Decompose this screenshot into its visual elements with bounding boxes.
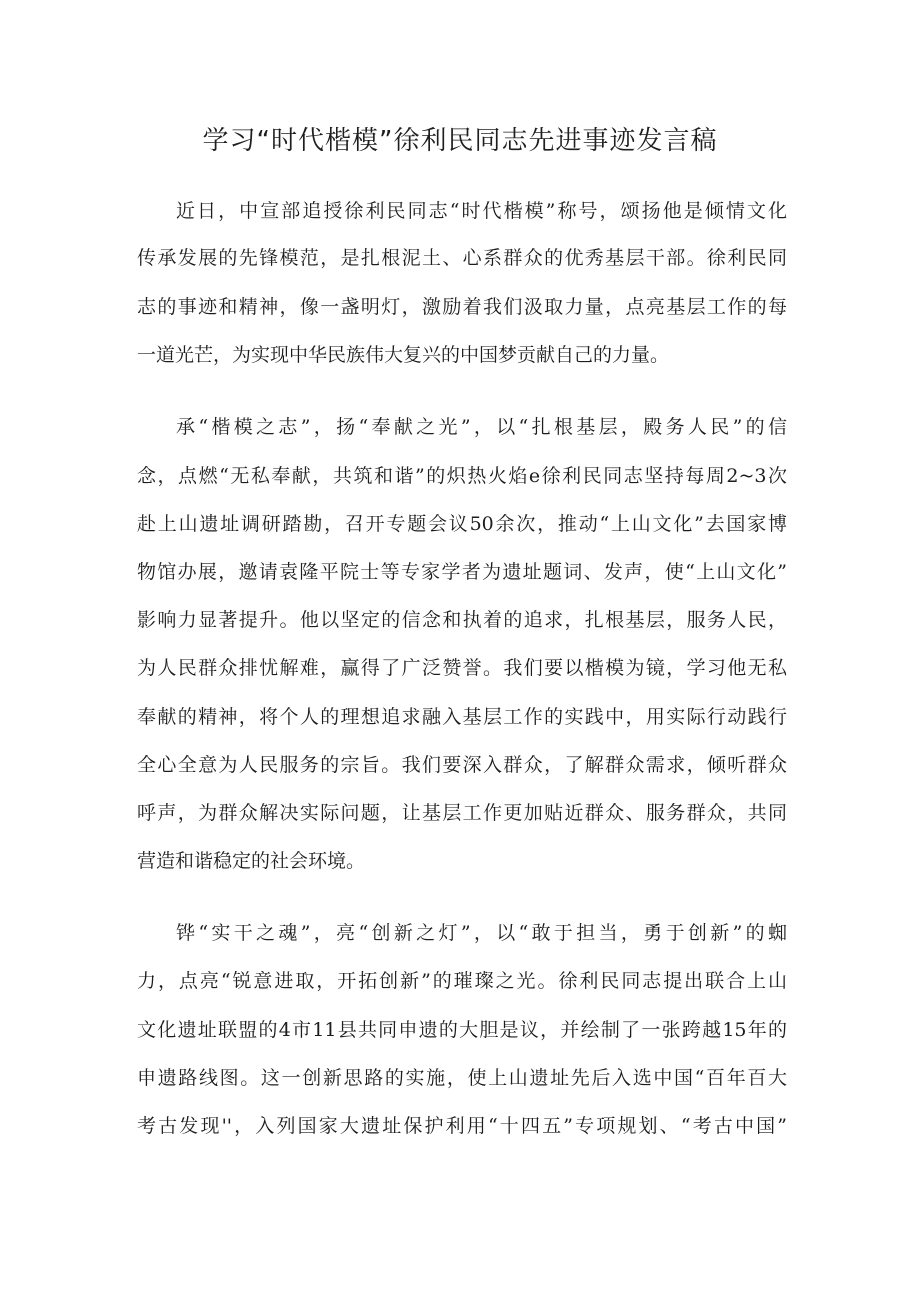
paragraph-3-line-5: 考古发现''，入列国家大遗址保护利用“十四五”专项规划、“考古中国” bbox=[137, 1115, 787, 1137]
paragraph-2-line-2: 念，点燃“无私奉献，共筑和谐”的炽热火焰e徐利民同志坚持每周2~3次 bbox=[137, 465, 787, 487]
paragraph-1-line-1: 近日，中宣部追授徐利民同志“时代楷模”称号，颂扬他是倾情文化 bbox=[176, 200, 787, 222]
paragraph-2-line-9: 呼声，为群众解决实际问题，让基层工作更加贴近群众、服务群众，共同 bbox=[137, 802, 787, 824]
paragraph-2-line-8: 全心全意为人民服务的宗旨。我们要深入群众，了解群众需求，倾听群众 bbox=[137, 754, 787, 776]
paragraph-3-line-2: 力，点亮“锐意进取，开拓创新”的璀璨之光。徐利民同志提出联合上山 bbox=[137, 970, 787, 992]
paragraph-2-line-6: 为人民群众排忧解难，赢得了广泛赞誉。我们要以楷模为镜，学习他无私 bbox=[137, 657, 787, 679]
paragraph-2-line-4: 物馆办展，邀请袁隆平院士等专家学者为遗址题词、发声，使“上山文化” bbox=[137, 561, 787, 583]
paragraph-2-line-3: 赴上山遗址调研踏勘，召开专题会议50余次，推动“上山文化”去国家博 bbox=[137, 513, 787, 535]
paragraph-2-line-1: 承“楷模之志”，扬“奉献之光”，以“扎根基层，殿务人民”的信 bbox=[176, 416, 787, 438]
paragraph-3-line-4: 申遗路线图。这一创新思路的实施，使上山遗址先后入选中国“百年百大 bbox=[137, 1067, 787, 1089]
document-title: 学习“时代楷模”徐利民同志先进事迹发言稿 bbox=[202, 126, 718, 156]
paragraph-3-line-3: 文化遗址联盟的4市11县共同申遗的大胆是议，并绘制了一张跨越15年的 bbox=[137, 1019, 787, 1041]
paragraph-1-line-2: 传承发展的先锋模范，是扎根泥土、心系群众的优秀基层干部。徐利民同 bbox=[137, 247, 787, 269]
paragraph-2-line-5: 影响力显著提升。他以坚定的信念和执着的追求，扎根基层，服务人民， bbox=[137, 609, 787, 631]
paragraph-2-line-10: 营造和谐稳定的社会环境。 bbox=[137, 850, 366, 872]
paragraph-1-line-4: 一道光芒，为实现中华民族伟大复兴的中国梦贡献自己的力量。 bbox=[137, 344, 670, 366]
paragraph-1-line-3: 志的事迹和精神，像一盏明灯，激励着我们汲取力量，点亮基层工作的每 bbox=[137, 296, 787, 318]
paragraph-3-line-1: 铧“实干之魂”，亮“创新之灯”，以“敢于担当，勇于创新”的蜘 bbox=[176, 922, 787, 944]
paragraph-2-line-7: 奉献的精神，将个人的理想追求融入基层工作的实践中，用实际行动践行 bbox=[137, 706, 787, 728]
